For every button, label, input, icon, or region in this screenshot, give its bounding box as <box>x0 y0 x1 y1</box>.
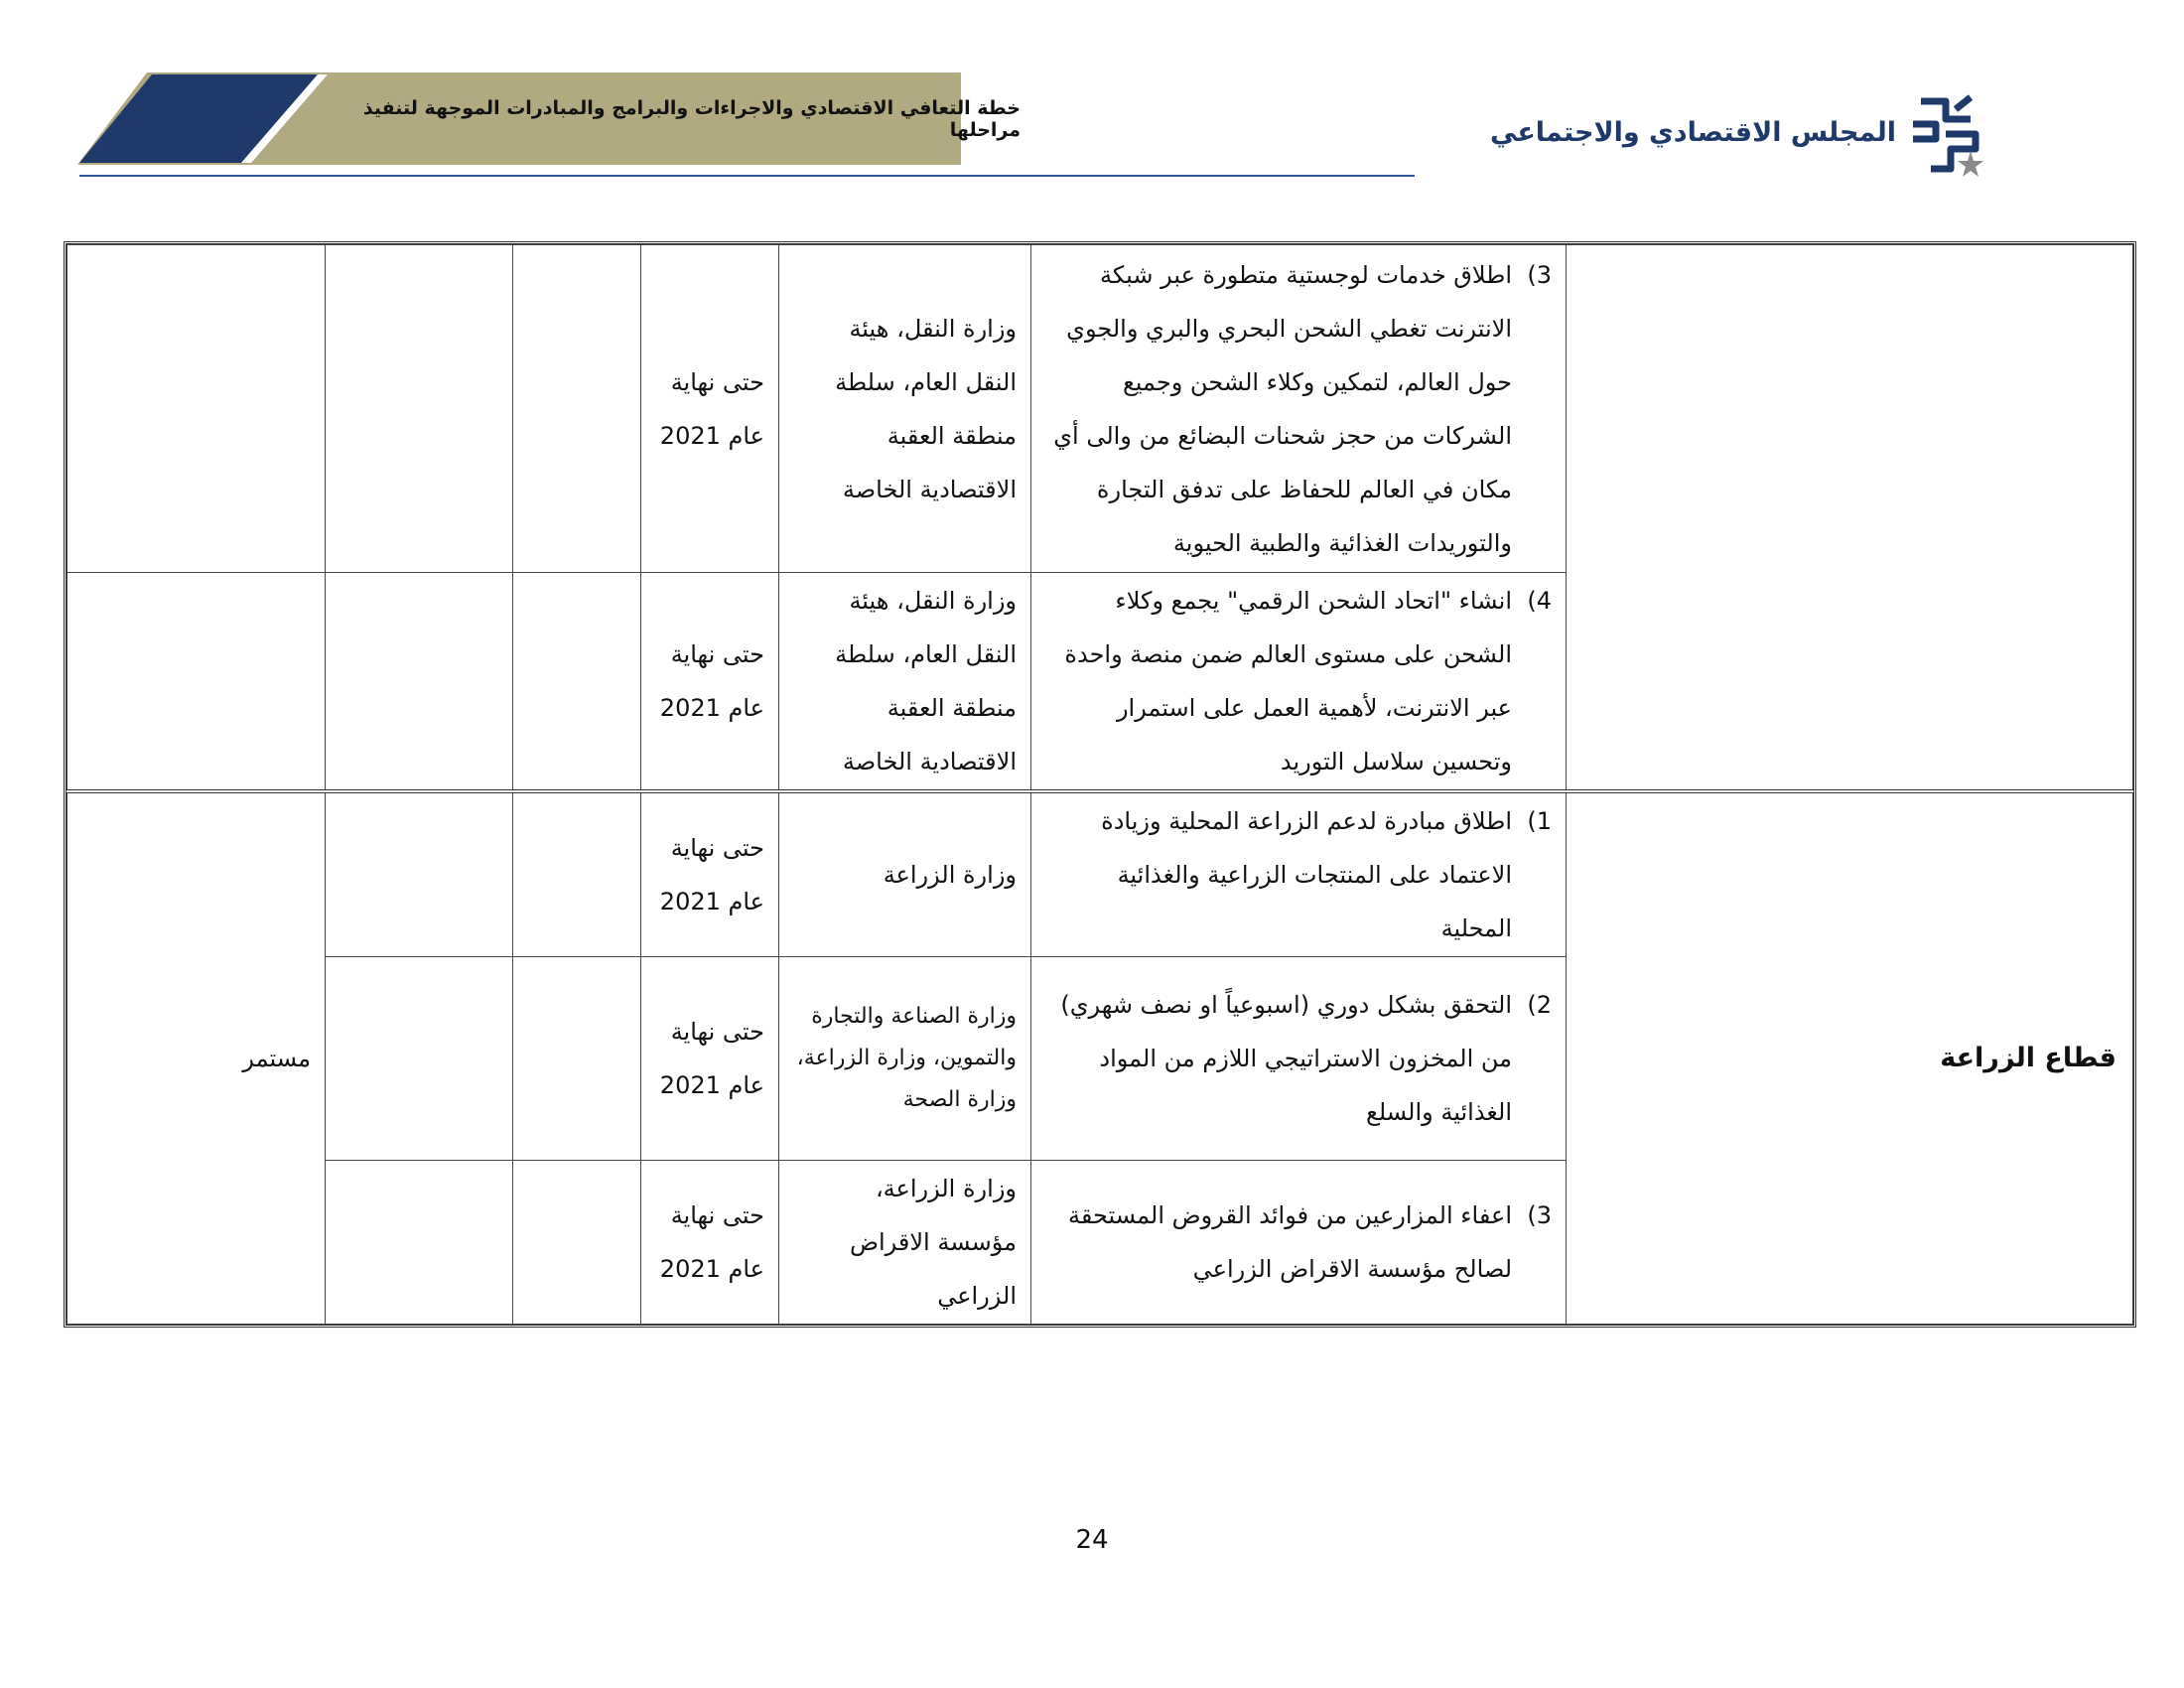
empty-cell <box>326 245 513 573</box>
sector-cell: قطاع الزراعة <box>1567 791 2133 1325</box>
empty-cell <box>326 791 513 957</box>
status-cell <box>68 245 326 573</box>
page-number: 24 <box>1075 1525 1109 1555</box>
measure-text: اطلاق خدمات لوجستية متطورة عبر شبكة الانترنت تغطي الشحن البحري والبري والجوي حول العالم، لتمكين وكلاء الشحن وجميع الشركات من حجز شحنات البضائع من والى أي مكان في العالم للحفاظ على تدفق التجارة والتوريدات الغذائية والطبية الحيوية <box>1053 260 1512 557</box>
empty-cell <box>326 957 513 1161</box>
council-emblem-icon <box>1901 89 1995 184</box>
empty-cell <box>513 573 641 791</box>
measure-text: اطلاق مبادرة لدعم الزراعة المحلية وزيادة الاعتماد على المنتجات الزراعية والغذائية المحلية <box>1101 806 1512 942</box>
timeframe-cell: حتى نهاية عام 2021 <box>641 573 779 791</box>
plan-table <box>64 241 2136 1328</box>
entity-cell: وزارة النقل، هيئة النقل العام، سلطة منطقة العقبة الاقتصادية الخاصة <box>779 245 1031 573</box>
timeframe-cell: حتى نهاية عام 2021 <box>641 957 779 1161</box>
measure-text: انشاء "اتحاد الشحن الرقمي" يجمع وكلاء الشحن على مستوى العالم ضمن منصة واحدة عبر الانترنت، لأهمية العمل على استمرار وتحسين سلاسل التوريد <box>1064 586 1512 775</box>
table-row <box>68 245 2133 573</box>
measure-number: 2) <box>1527 991 1552 1019</box>
measure-text: اعفاء المزارعين من فوائد القروض المستحقة لصالح مؤسسة الاقراض الزراعي <box>1068 1201 1512 1283</box>
organization-name: المجلس الاقتصادي والاجتماعي <box>1490 117 1896 148</box>
header-banner <box>77 72 1021 165</box>
empty-cell <box>513 1161 641 1325</box>
measure-cell <box>1031 957 1567 1161</box>
timeframe-cell: حتى نهاية عام 2021 <box>641 245 779 573</box>
measure-cell <box>1031 573 1567 791</box>
entity-cell: وزارة الزراعة <box>779 791 1031 957</box>
entity-cell: وزارة النقل، هيئة النقل العام، سلطة منطقة العقبة الاقتصادية الخاصة <box>779 573 1031 791</box>
empty-cell <box>326 1161 513 1325</box>
status-cell: مستمر <box>68 791 326 1325</box>
timeframe-cell: حتى نهاية عام 2021 <box>641 791 779 957</box>
header-rule <box>79 175 1415 177</box>
organization-logo <box>1490 89 1995 189</box>
empty-cell <box>513 245 641 573</box>
measure-cell <box>1031 245 1567 573</box>
timeframe-cell: حتى نهاية عام 2021 <box>641 1161 779 1325</box>
table-row <box>68 791 2133 957</box>
measure-number: 3) <box>1527 1201 1552 1229</box>
empty-cell <box>513 791 641 957</box>
measure-text: التحقق بشكل دوري (اسبوعياً او نصف شهري) من المخزون الاستراتيجي اللازم من المواد الغذائية والسلع <box>1060 991 1512 1126</box>
measure-number: 4) <box>1527 586 1552 615</box>
measure-cell <box>1031 1161 1567 1325</box>
measure-cell <box>1031 791 1567 957</box>
empty-cell <box>326 573 513 791</box>
document-title: خطة التعافي الاقتصادي والاجراءات والبرامج والمبادرات الموجهة لتنفيذ مراحلها <box>362 96 1021 141</box>
entity-cell: وزارة الزراعة، مؤسسة الاقراض الزراعي <box>779 1161 1031 1325</box>
measure-number: 1) <box>1527 806 1552 835</box>
empty-cell <box>513 957 641 1161</box>
measure-number: 3) <box>1527 260 1552 289</box>
sector-cell <box>1567 245 2133 791</box>
status-cell <box>68 573 326 791</box>
entity-cell: وزارة الصناعة والتجارة والتموين، وزارة الزراعة، وزارة الصحة <box>779 957 1031 1161</box>
